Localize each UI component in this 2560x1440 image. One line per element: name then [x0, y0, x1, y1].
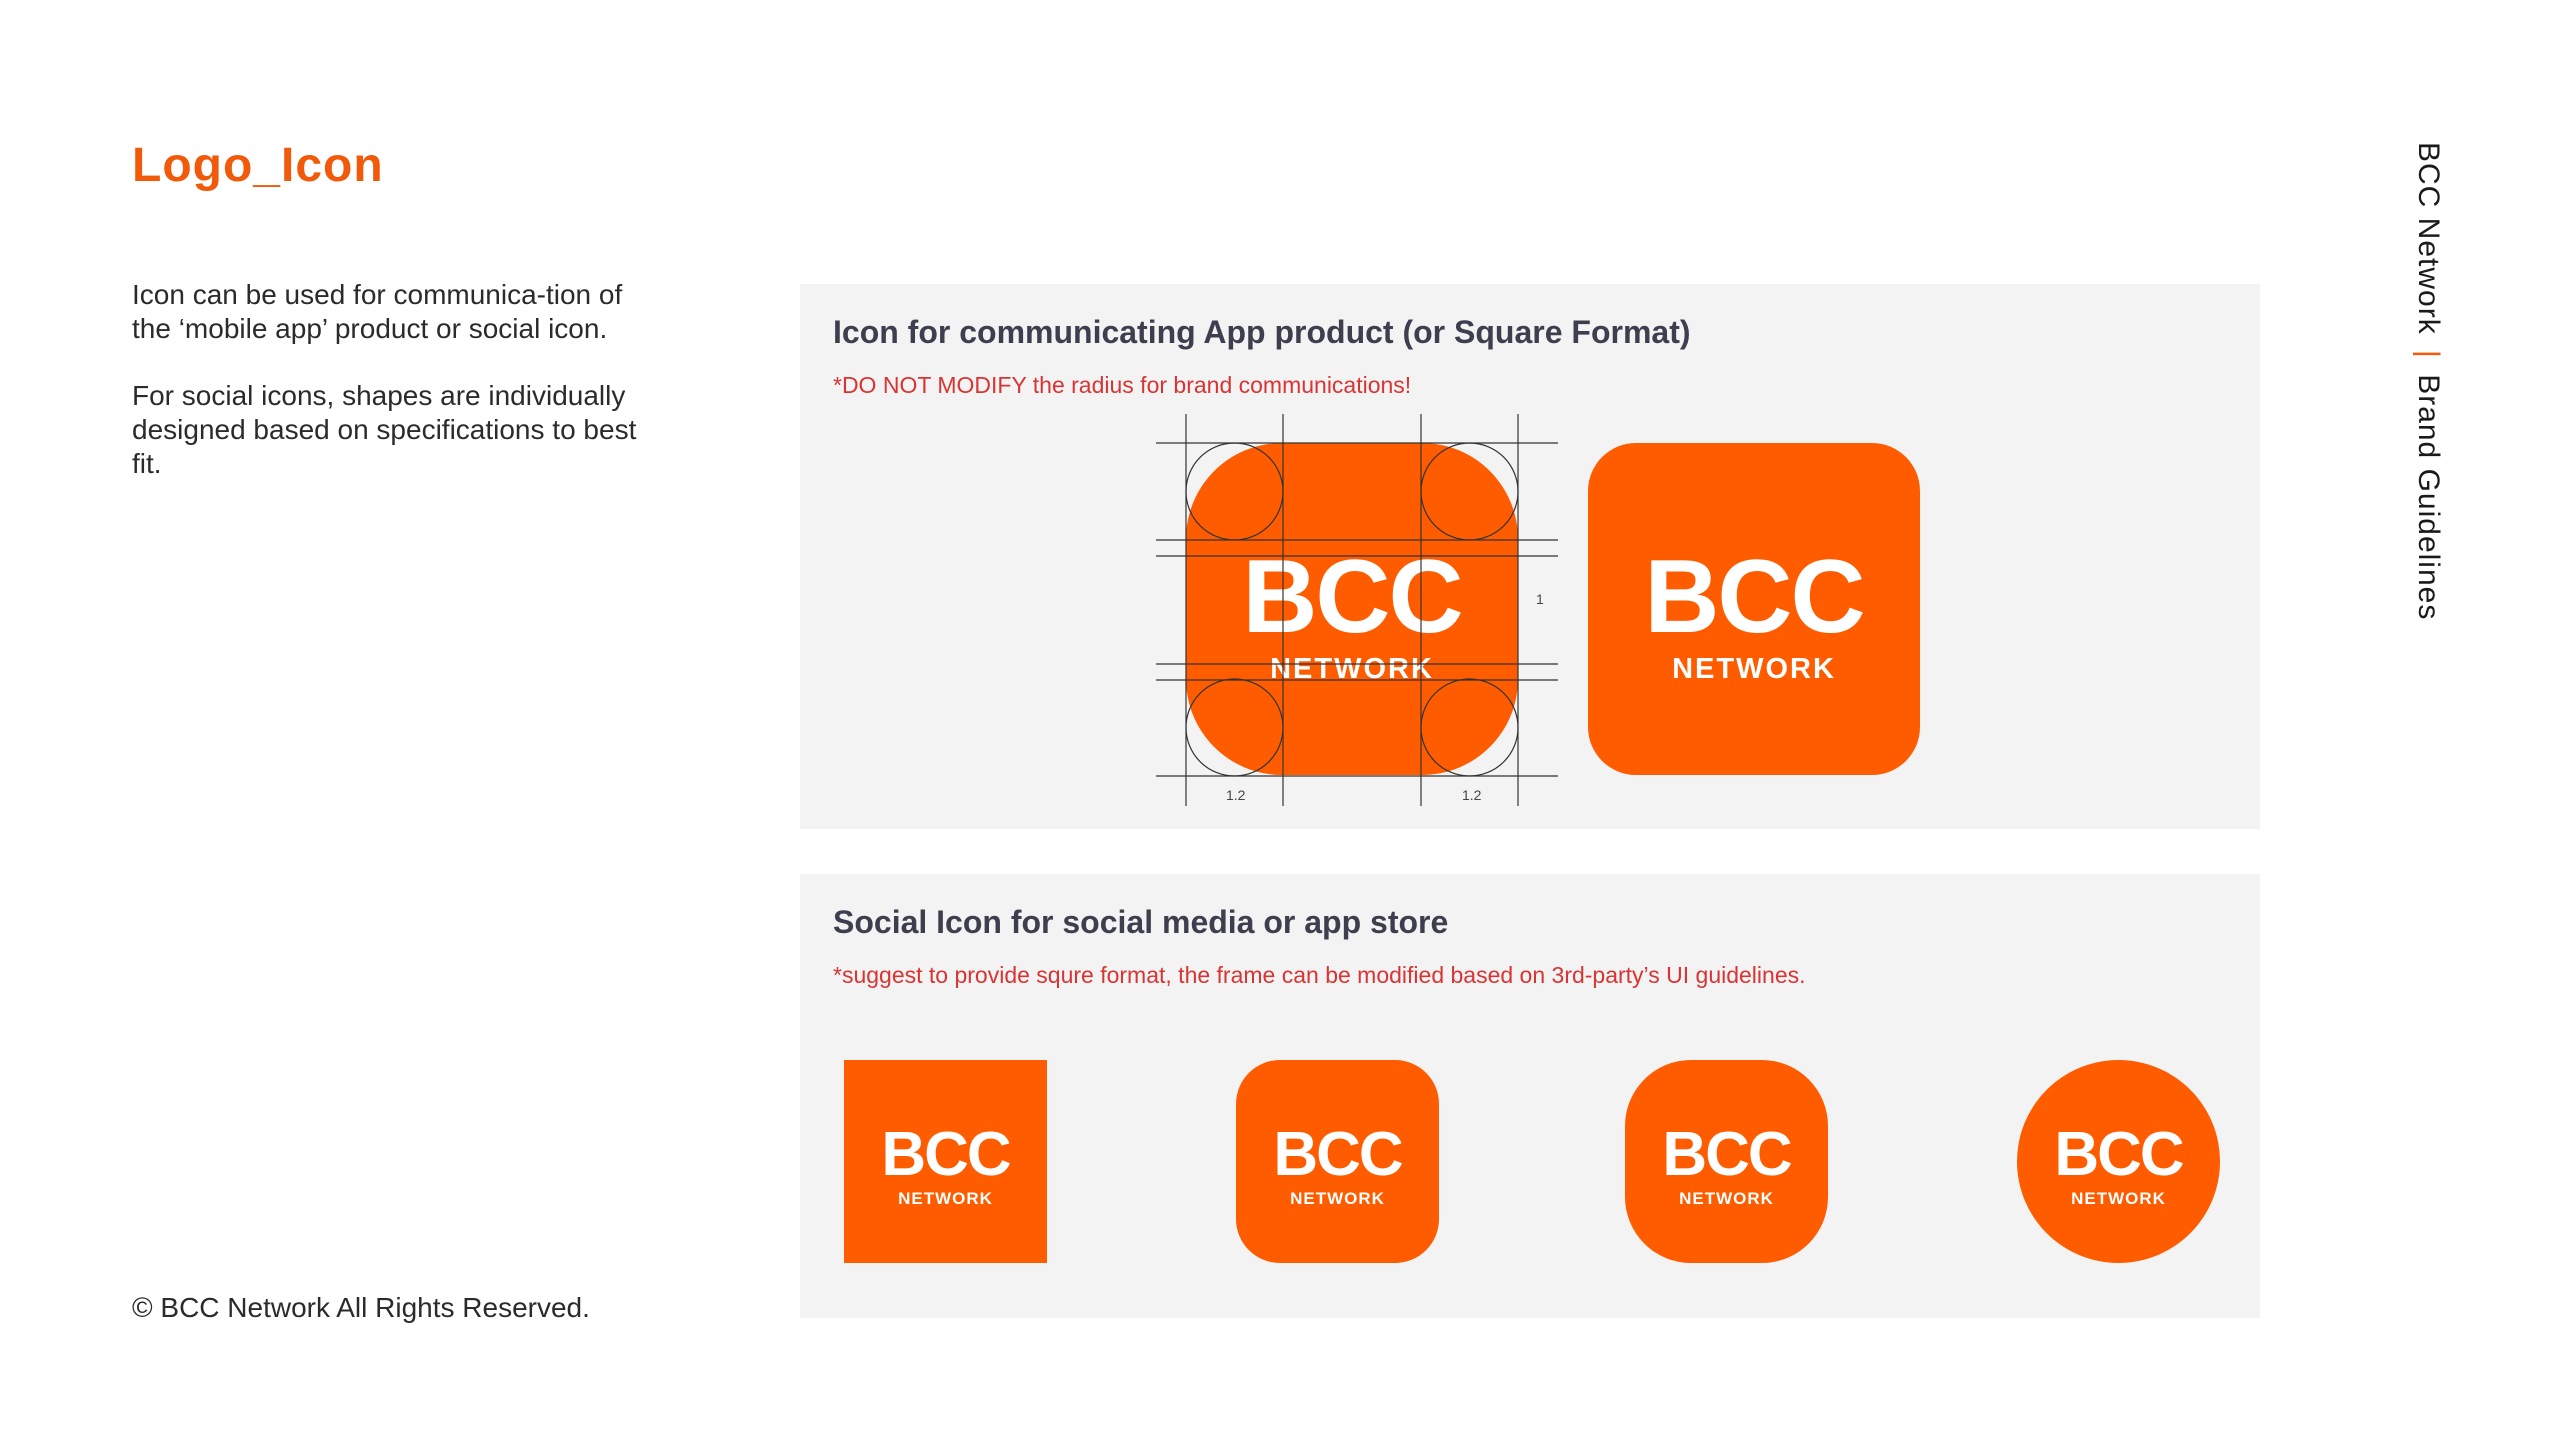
app-panel-note: *DO NOT MODIFY the radius for brand communications!	[833, 372, 1412, 398]
logo-mark: BCC	[881, 1120, 1010, 1189]
logo-wordmark: NETWORK	[2071, 1189, 2166, 1208]
logo-mark: BCC	[1242, 538, 1462, 655]
social-icon-rounded-small-radius	[1236, 1060, 1439, 1263]
side-label-section: Brand Guidelines	[2412, 374, 2445, 621]
logo-mark: BCC	[2054, 1120, 2183, 1189]
copyright-notice: © BCC Network All Rights Reserved.	[132, 1292, 590, 1323]
logo-wordmark: NETWORK	[1672, 652, 1836, 685]
construction-grid	[1156, 414, 1558, 806]
social-icon-square	[844, 1060, 1047, 1263]
app-panel-heading: Icon for communicating App product (or Square Format)	[833, 314, 1691, 350]
social-icon-circle	[2017, 1060, 2220, 1263]
social-panel-note: *suggest to provide squre format, the frame can be modified based on 3rd-party’s UI guidelines.	[833, 962, 1806, 988]
logo-mark: BCC	[1273, 1120, 1402, 1189]
logo-wordmark: NETWORK	[898, 1189, 993, 1208]
social-icon-panel	[800, 874, 2260, 1318]
side-label-separator: |	[2412, 350, 2445, 359]
description-paragraph: Icon can be used for communica-tion of the ‘mobile app’ product or social icon.	[132, 279, 623, 344]
page-title: Logo_Icon	[132, 139, 384, 192]
logo-mark: BCC	[1662, 1120, 1791, 1189]
grid-dimension-side: 1	[1536, 591, 1544, 607]
description	[132, 278, 652, 514]
social-panel-heading: Social Icon for social media or app store	[833, 904, 1449, 940]
logo-wordmark: NETWORK	[1290, 1189, 1385, 1208]
description-paragraph: For social icons, shapes are individually designed based on specifications to best fit.	[132, 380, 637, 479]
logo-wordmark: NETWORK	[1270, 652, 1434, 685]
app-icon-final	[1588, 443, 1920, 775]
app-icon-panel	[800, 284, 2260, 829]
social-icon-rounded-large-radius	[1625, 1060, 1828, 1263]
logo-mark: BCC	[1644, 538, 1864, 655]
side-label-brand: BCC Network	[2412, 142, 2445, 335]
grid-dimension-left: 1.2	[1226, 787, 1246, 803]
grid-dimension-right: 1.2	[1462, 787, 1482, 803]
logo-wordmark: NETWORK	[1679, 1189, 1774, 1208]
side-label	[2411, 142, 2445, 620]
